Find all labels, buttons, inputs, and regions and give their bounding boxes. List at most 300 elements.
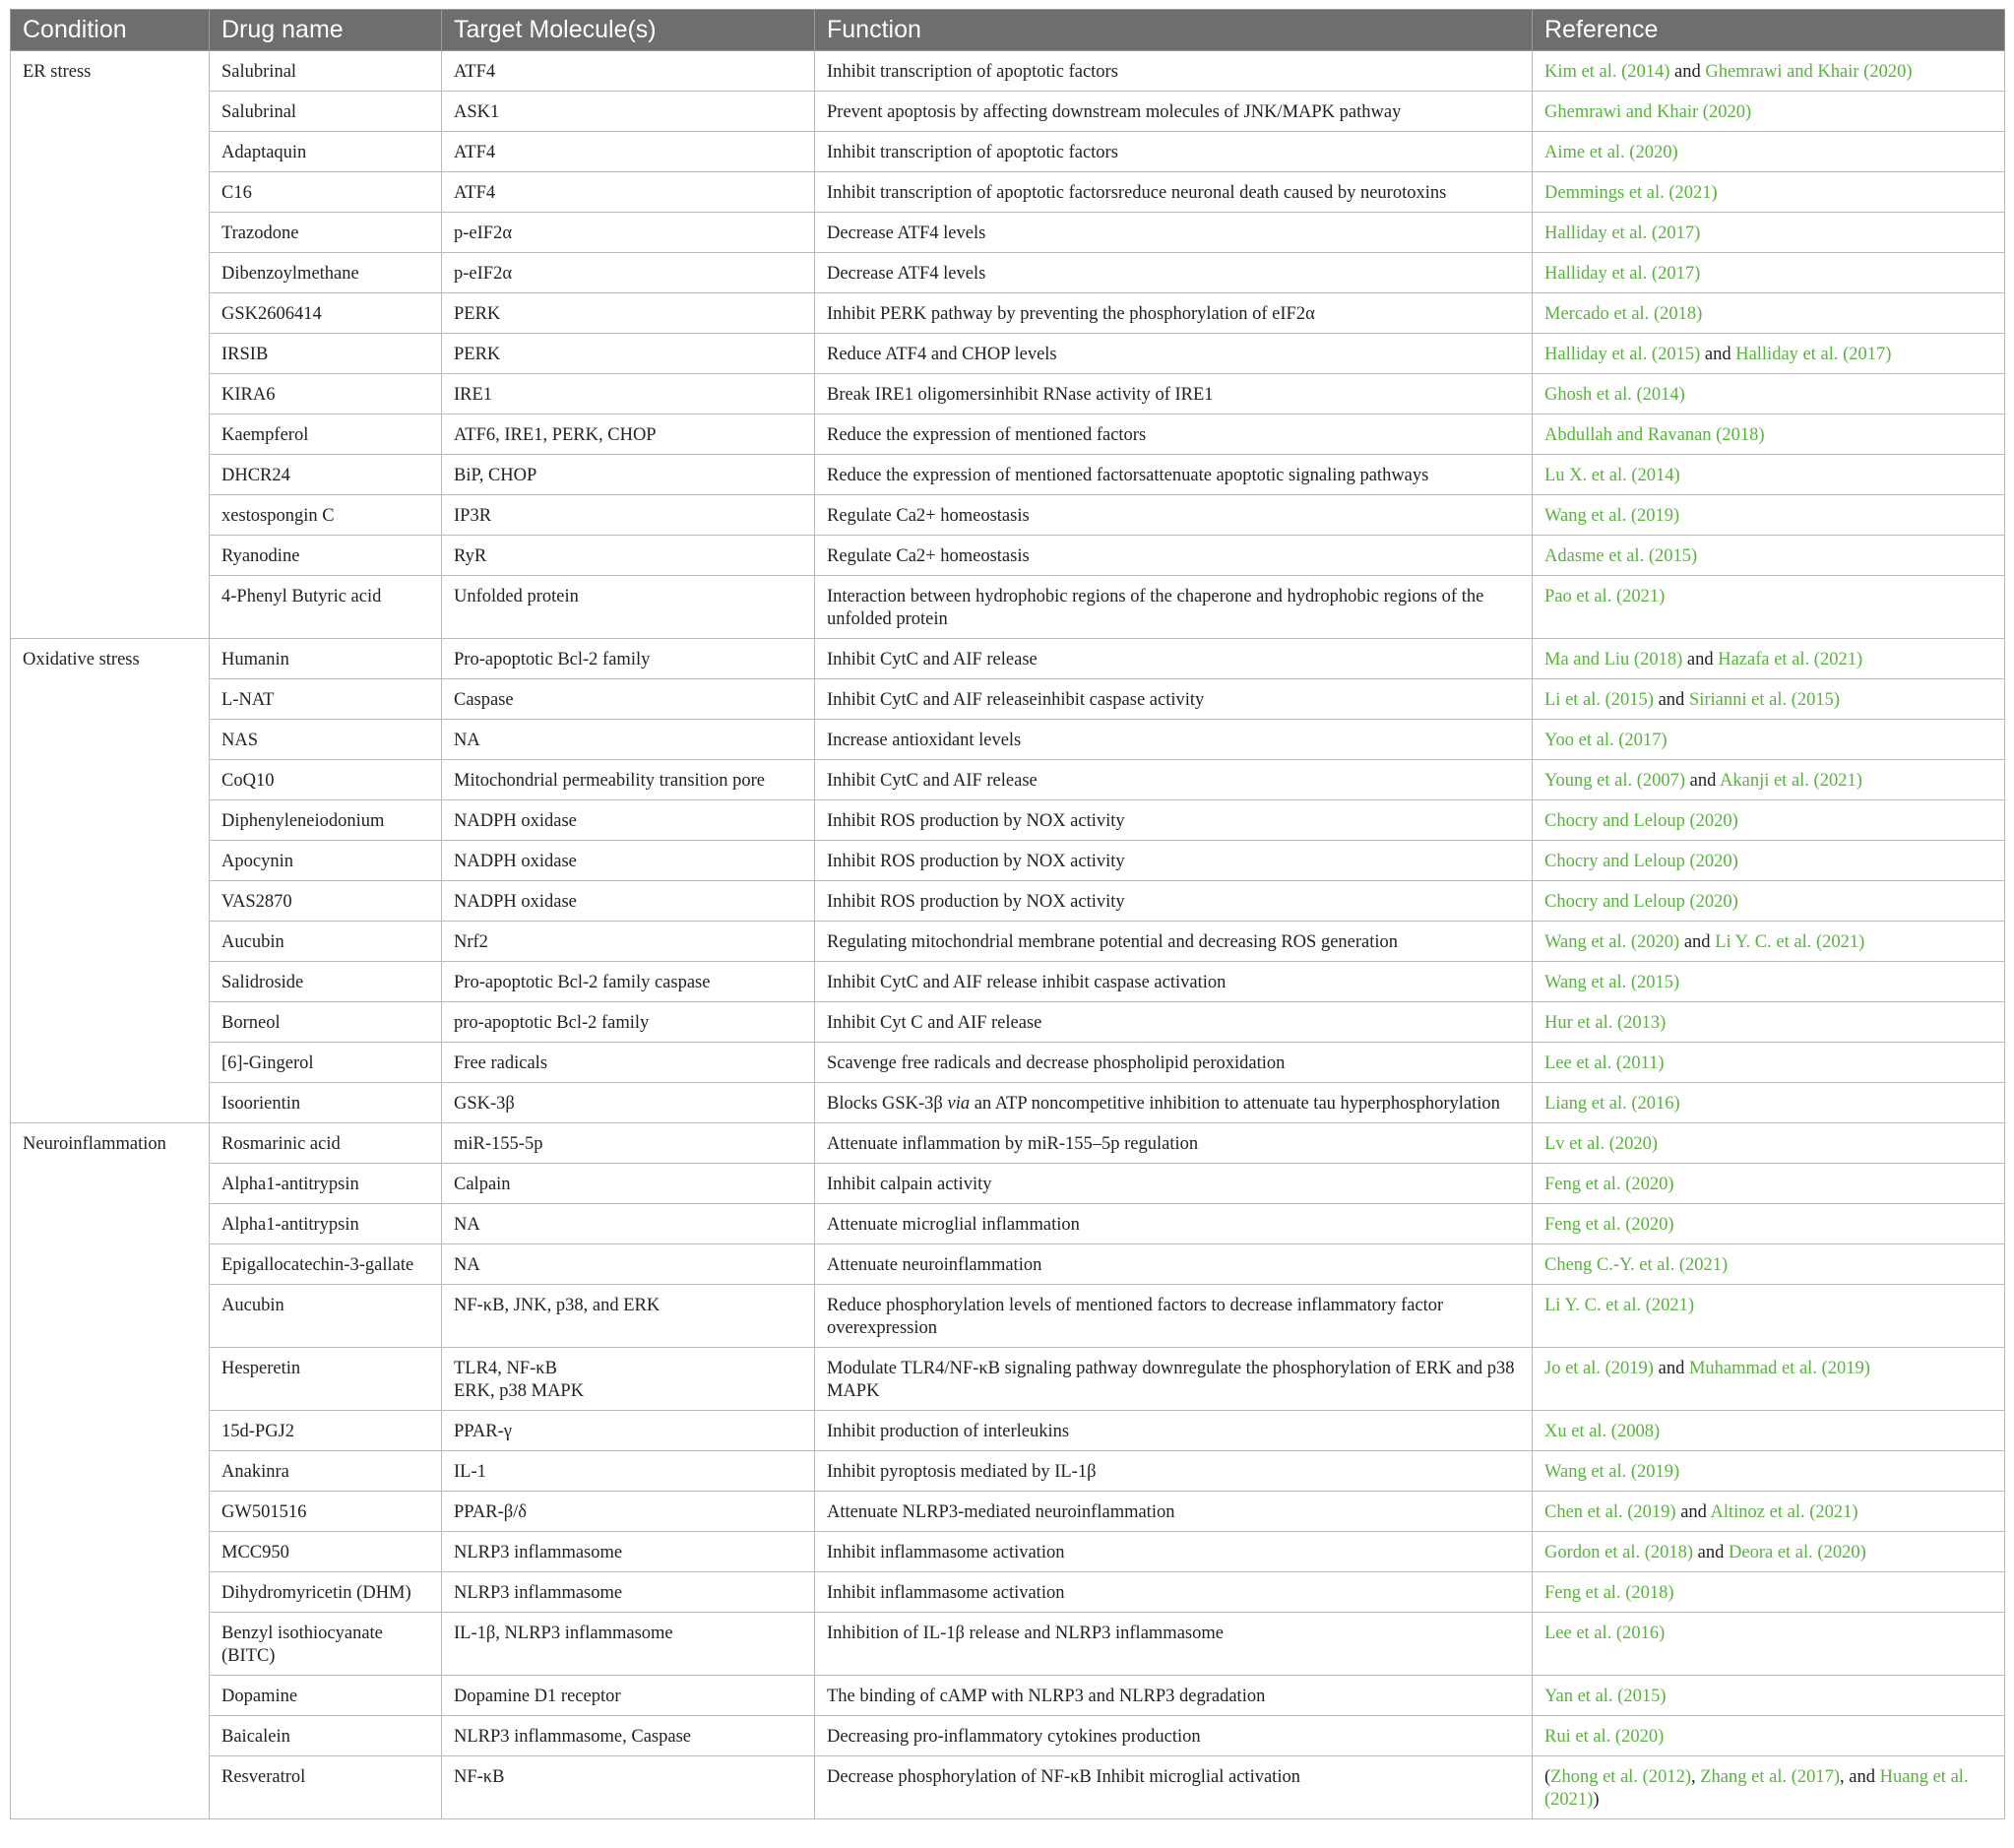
condition-cell: [11, 253, 210, 293]
reference-link[interactable]: Lee et al. (2016): [1544, 1624, 1666, 1643]
reference-link[interactable]: Halliday et al. (2017): [1735, 345, 1892, 364]
reference-cell: [1533, 720, 2005, 760]
reference-cell: [1533, 1083, 2005, 1123]
table-row: [11, 720, 2005, 760]
reference-link[interactable]: Demmings et al. (2021): [1544, 183, 1718, 203]
reference-text: and: [1693, 1543, 1730, 1562]
target-cell: IL-1: [442, 1451, 815, 1492]
condition-cell: [11, 1244, 210, 1285]
table-row: [11, 760, 2005, 800]
drug-name-cell: Dihydromyricetin (DHM): [210, 1572, 442, 1613]
function-cell: Inhibit transcription of apoptotic factorsreduce neuronal death caused by neurotoxins: [815, 172, 1533, 213]
table-row: [11, 172, 2005, 213]
reference-cell: [1533, 760, 2005, 800]
reference-text: and: [1700, 345, 1736, 364]
target-cell: RyR: [442, 536, 815, 576]
target-cell: PERK: [442, 293, 815, 334]
reference-cell: [1533, 1451, 2005, 1492]
table-row: [11, 1123, 2005, 1164]
table-row: [11, 576, 2005, 639]
reference-cell: [1533, 639, 2005, 679]
condition-cell: [11, 1716, 210, 1756]
reference-link[interactable]: Yoo et al. (2017): [1544, 731, 1668, 750]
condition-cell: [11, 1613, 210, 1676]
condition-cell: [11, 1204, 210, 1244]
function-cell: Inhibit transcription of apoptotic factors: [815, 51, 1533, 92]
table-row: [11, 1411, 2005, 1451]
drug-table: [10, 9, 2005, 1819]
function-cell: Inhibit pyroptosis mediated by IL-1β: [815, 1451, 1533, 1492]
function-cell: Interaction between hydrophobic regions of the chaperone and hydrophobic regions of the unfolded protein: [815, 576, 1533, 639]
reference-link[interactable]: Adasme et al. (2015): [1544, 546, 1698, 566]
reference-text: ): [1593, 1790, 1600, 1810]
reference-link[interactable]: Ghosh et al. (2014): [1544, 385, 1685, 405]
target-cell: ATF4: [442, 51, 815, 92]
function-cell: Reduce phosphorylation levels of mentioned factors to decrease inflammatory factor overexpression: [815, 1285, 1533, 1348]
function-cell: Inhibit Cyt C and AIF release: [815, 1002, 1533, 1043]
reference-cell: [1533, 1204, 2005, 1244]
target-cell: ATF4: [442, 132, 815, 172]
drug-name-cell: Alpha1-antitrypsin: [210, 1204, 442, 1244]
reference-link[interactable]: Gordon et al. (2018): [1544, 1543, 1694, 1562]
reference-cell: [1533, 1002, 2005, 1043]
function-cell: Break IRE1 oligomersinhibit RNase activity of IRE1: [815, 374, 1533, 414]
function-cell: Inhibit CytC and AIF releaseinhibit caspase activity: [815, 679, 1533, 720]
table-row: [11, 495, 2005, 536]
table-row: [11, 374, 2005, 414]
condition-cell: [11, 1043, 210, 1083]
function-cell: Reduce the expression of mentioned factors: [815, 414, 1533, 455]
table-row: [11, 1285, 2005, 1348]
condition-cell: [11, 881, 210, 922]
target-cell: p-eIF2α: [442, 213, 815, 253]
reference-cell: [1533, 1348, 2005, 1411]
condition-cell: [11, 374, 210, 414]
table-row: [11, 881, 2005, 922]
condition-cell: [11, 132, 210, 172]
target-cell: NADPH oxidase: [442, 841, 815, 881]
reference-cell: [1533, 1164, 2005, 1204]
reference-link[interactable]: Akanji et al. (2021): [1720, 771, 1862, 791]
reference-link[interactable]: Lv et al. (2020): [1544, 1134, 1659, 1154]
table-row: [11, 922, 2005, 962]
drug-name-cell: Benzyl isothiocyanate (BITC): [210, 1613, 442, 1676]
reference-text: and: [1653, 1359, 1689, 1378]
function-cell: Inhibit PERK pathway by preventing the phosphorylation of eIF2α: [815, 293, 1533, 334]
reference-link[interactable]: Feng et al. (2018): [1544, 1583, 1674, 1603]
reference-link[interactable]: Wang et al. (2019): [1544, 506, 1680, 526]
target-cell: ATF6, IRE1, PERK, CHOP: [442, 414, 815, 455]
target-cell: IP3R: [442, 495, 815, 536]
reference-link[interactable]: Huang et al. (2021): [1544, 1767, 1969, 1810]
function-cell: Inhibit CytC and AIF release: [815, 639, 1533, 679]
drug-name-cell: Anakinra: [210, 1451, 442, 1492]
reference-cell: [1533, 922, 2005, 962]
reference-cell: [1533, 1756, 2005, 1819]
reference-link[interactable]: Wang et al. (2015): [1544, 973, 1680, 992]
reference-link[interactable]: Lee et al. (2011): [1544, 1053, 1665, 1073]
table-row: [11, 536, 2005, 576]
reference-text: and: [1669, 62, 1706, 82]
target-cell: NLRP3 inflammasome: [442, 1572, 815, 1613]
target-cell: NLRP3 inflammasome: [442, 1532, 815, 1572]
drug-name-cell: Aucubin: [210, 1285, 442, 1348]
reference-text: and: [1653, 690, 1689, 710]
reference-cell: [1533, 576, 2005, 639]
reference-cell: [1533, 172, 2005, 213]
reference-link[interactable]: Muhammad et al. (2019): [1688, 1359, 1870, 1378]
reference-cell: [1533, 293, 2005, 334]
table-row: [11, 455, 2005, 495]
reference-link[interactable]: Xu et al. (2008): [1544, 1422, 1661, 1441]
drug-name-cell: Rosmarinic acid: [210, 1123, 442, 1164]
reference-link[interactable]: Cheng C.-Y. et al. (2021): [1544, 1255, 1729, 1275]
reference-cell: [1533, 1716, 2005, 1756]
drug-name-cell: MCC950: [210, 1532, 442, 1572]
drug-name-cell: Diphenyleneiodonium: [210, 800, 442, 841]
target-cell: Free radicals: [442, 1043, 815, 1083]
target-cell: NA: [442, 720, 815, 760]
reference-link[interactable]: Feng et al. (2020): [1544, 1215, 1674, 1235]
table-row: [11, 293, 2005, 334]
table-row: [11, 1451, 2005, 1492]
reference-cell: [1533, 495, 2005, 536]
condition-cell: [11, 1492, 210, 1532]
target-cell: Caspase: [442, 679, 815, 720]
table-row: [11, 1756, 2005, 1819]
reference-text: ,: [1691, 1767, 1701, 1787]
function-cell: Decrease ATF4 levels: [815, 253, 1533, 293]
condition-cell: Neuroinflammation: [11, 1123, 210, 1164]
condition-cell: [11, 1451, 210, 1492]
condition-cell: [11, 1756, 210, 1819]
reference-cell: [1533, 51, 2005, 92]
reference-cell: [1533, 800, 2005, 841]
reference-cell: [1533, 455, 2005, 495]
header-drug-name: Drug name: [210, 10, 442, 51]
table-row: [11, 1572, 2005, 1613]
target-cell: PERK: [442, 334, 815, 374]
condition-cell: [11, 1572, 210, 1613]
condition-cell: [11, 1411, 210, 1451]
table-row: [11, 679, 2005, 720]
condition-cell: [11, 679, 210, 720]
table-row: [11, 800, 2005, 841]
condition-cell: [11, 1083, 210, 1123]
reference-link[interactable]: Wang et al. (2019): [1544, 1462, 1680, 1482]
target-cell: Pro-apoptotic Bcl-2 family caspase: [442, 962, 815, 1002]
drug-name-cell: xestospongin C: [210, 495, 442, 536]
condition-cell: [11, 1285, 210, 1348]
target-cell: Pro-apoptotic Bcl-2 family: [442, 639, 815, 679]
condition-cell: [11, 1348, 210, 1411]
drug-name-cell: Salubrinal: [210, 51, 442, 92]
reference-cell: [1533, 536, 2005, 576]
target-cell: TLR4, NF-κB ERK, p38 MAPK: [442, 1348, 815, 1411]
reference-link[interactable]: Chocry and Leloup (2020): [1544, 811, 1738, 831]
reference-link[interactable]: Altinoz et al. (2021): [1710, 1502, 1858, 1522]
function-cell: Attenuate microglial inflammation: [815, 1204, 1533, 1244]
table-row: [11, 1164, 2005, 1204]
reference-link[interactable]: Rui et al. (2020): [1544, 1727, 1665, 1747]
condition-cell: [11, 1002, 210, 1043]
reference-link[interactable]: Kim et al. (2014): [1544, 62, 1670, 82]
reference-link[interactable]: Wang et al. (2020): [1544, 932, 1680, 952]
target-cell: NLRP3 inflammasome, Caspase: [442, 1716, 815, 1756]
function-cell: Inhibit calpain activity: [815, 1164, 1533, 1204]
reference-link[interactable]: Halliday et al. (2017): [1544, 223, 1701, 243]
function-cell: Modulate TLR4/NF-κB signaling pathway downregulate the phosphorylation of ERK and p38 MAPK: [815, 1348, 1533, 1411]
reference-text: and: [1675, 1502, 1711, 1522]
reference-cell: [1533, 881, 2005, 922]
function-cell: Blocks GSK-3β via an ATP noncompetitive inhibition to attenuate tau hyperphosphorylation: [815, 1083, 1533, 1123]
reference-link[interactable]: Ghemrawi and Khair (2020): [1544, 102, 1752, 122]
target-cell: Nrf2: [442, 922, 815, 962]
condition-cell: [11, 962, 210, 1002]
drug-name-cell: Apocynin: [210, 841, 442, 881]
reference-link[interactable]: Chocry and Leloup (2020): [1544, 892, 1738, 912]
reference-link[interactable]: Li Y. C. et al. (2021): [1544, 1296, 1695, 1315]
table-row: [11, 414, 2005, 455]
reference-link[interactable]: Jo et al. (2019): [1544, 1359, 1654, 1378]
reference-cell: [1533, 253, 2005, 293]
table-row: [11, 1002, 2005, 1043]
drug-name-cell: VAS2870: [210, 881, 442, 922]
condition-cell: Oxidative stress: [11, 639, 210, 679]
target-cell: Mitochondrial permeability transition pore: [442, 760, 815, 800]
drug-name-cell: Trazodone: [210, 213, 442, 253]
drug-name-cell: L-NAT: [210, 679, 442, 720]
function-cell: Inhibit ROS production by NOX activity: [815, 881, 1533, 922]
function-cell: Inhibition of IL-1β release and NLRP3 inflammasome: [815, 1613, 1533, 1676]
reference-link[interactable]: Deora et al. (2020): [1729, 1543, 1866, 1562]
reference-cell: [1533, 132, 2005, 172]
reference-link[interactable]: Zhong et al. (2012): [1550, 1767, 1691, 1787]
table-row: [11, 92, 2005, 132]
drug-name-cell: Dopamine: [210, 1676, 442, 1716]
reference-link[interactable]: Li et al. (2015): [1544, 690, 1654, 710]
drug-name-cell: KIRA6: [210, 374, 442, 414]
drug-name-cell: Humanin: [210, 639, 442, 679]
drug-name-cell: Borneol: [210, 1002, 442, 1043]
reference-cell: [1533, 1676, 2005, 1716]
function-cell: Reduce the expression of mentioned factorsattenuate apoptotic signaling pathways: [815, 455, 1533, 495]
reference-cell: [1533, 962, 2005, 1002]
reference-link[interactable]: Halliday et al. (2017): [1544, 264, 1701, 284]
condition-cell: [11, 1532, 210, 1572]
reference-link[interactable]: Liang et al. (2016): [1544, 1094, 1680, 1114]
target-cell: NF-κB, JNK, p38, and ERK: [442, 1285, 815, 1348]
function-cell: The binding of cAMP with NLRP3 and NLRP3 degradation: [815, 1676, 1533, 1716]
reference-link[interactable]: Yan et al. (2015): [1544, 1687, 1667, 1706]
reference-cell: [1533, 679, 2005, 720]
target-cell: NF-κB: [442, 1756, 815, 1819]
table-header-row: [11, 10, 2005, 51]
reference-link[interactable]: Sirianni et al. (2015): [1688, 690, 1841, 710]
table-row: [11, 639, 2005, 679]
reference-link[interactable]: Lu X. et al. (2014): [1544, 466, 1680, 485]
reference-cell: [1533, 334, 2005, 374]
reference-cell: [1533, 1244, 2005, 1285]
drug-name-cell: Dibenzoylmethane: [210, 253, 442, 293]
reference-link[interactable]: Mercado et al. (2018): [1544, 304, 1703, 324]
reference-cell: [1533, 213, 2005, 253]
function-cell: Inhibit ROS production by NOX activity: [815, 800, 1533, 841]
reference-cell: [1533, 374, 2005, 414]
function-cell: Attenuate neuroinflammation: [815, 1244, 1533, 1285]
table-row: [11, 962, 2005, 1002]
table-row: [11, 1492, 2005, 1532]
reference-link[interactable]: Hazafa et al. (2021): [1718, 650, 1863, 669]
target-cell: BiP, CHOP: [442, 455, 815, 495]
condition-cell: [11, 576, 210, 639]
condition-cell: [11, 414, 210, 455]
drug-name-cell: Alpha1-antitrypsin: [210, 1164, 442, 1204]
target-cell: GSK-3β: [442, 1083, 815, 1123]
target-cell: Calpain: [442, 1164, 815, 1204]
drug-name-cell: GW501516: [210, 1492, 442, 1532]
condition-cell: [11, 922, 210, 962]
drug-name-cell: Aucubin: [210, 922, 442, 962]
target-cell: miR-155-5p: [442, 1123, 815, 1164]
target-cell: ASK1: [442, 92, 815, 132]
table-row: [11, 1083, 2005, 1123]
condition-cell: [11, 495, 210, 536]
drug-name-cell: Adaptaquin: [210, 132, 442, 172]
target-cell: IRE1: [442, 374, 815, 414]
target-cell: Dopamine D1 receptor: [442, 1676, 815, 1716]
condition-cell: [11, 293, 210, 334]
function-cell: Attenuate NLRP3-mediated neuroinflammation: [815, 1492, 1533, 1532]
reference-link[interactable]: Young et al. (2007): [1544, 771, 1686, 791]
header-condition: Condition: [11, 10, 210, 51]
drug-name-cell: Hesperetin: [210, 1348, 442, 1411]
target-cell: IL-1β, NLRP3 inflammasome: [442, 1613, 815, 1676]
condition-cell: [11, 536, 210, 576]
table-row: [11, 1676, 2005, 1716]
reference-text: (: [1544, 1767, 1551, 1787]
reference-cell: [1533, 1411, 2005, 1451]
reference-link[interactable]: Ma and Liu (2018): [1544, 650, 1683, 669]
table-row: [11, 1244, 2005, 1285]
function-cell: Decrease phosphorylation of NF-κB Inhibit microglial activation: [815, 1756, 1533, 1819]
reference-link[interactable]: Pao et al. (2021): [1544, 587, 1666, 606]
reference-link[interactable]: Zhang et al. (2017): [1700, 1767, 1841, 1787]
function-cell: Inhibit production of interleukins: [815, 1411, 1533, 1451]
function-cell: Regulate Ca2+ homeostasis: [815, 536, 1533, 576]
drug-name-cell: IRSIB: [210, 334, 442, 374]
condition-cell: [11, 92, 210, 132]
function-cell: Prevent apoptosis by affecting downstream molecules of JNK/MAPK pathway: [815, 92, 1533, 132]
reference-link[interactable]: Ghemrawi and Khair (2020): [1705, 62, 1913, 82]
table-row: [11, 213, 2005, 253]
reference-cell: [1533, 1492, 2005, 1532]
table-row: [11, 51, 2005, 92]
reference-cell: [1533, 92, 2005, 132]
reference-link[interactable]: Chocry and Leloup (2020): [1544, 852, 1738, 871]
table-row: [11, 1613, 2005, 1676]
condition-cell: [11, 841, 210, 881]
function-cell: Attenuate inflammation by miR-155–5p regulation: [815, 1123, 1533, 1164]
table-row: [11, 132, 2005, 172]
table-row: [11, 1716, 2005, 1756]
drug-name-cell: Resveratrol: [210, 1756, 442, 1819]
reference-link[interactable]: Feng et al. (2020): [1544, 1175, 1674, 1194]
header-target-molecules: Target Molecule(s): [442, 10, 815, 51]
reference-link[interactable]: Hur et al. (2013): [1544, 1013, 1667, 1033]
drug-name-cell: Epigallocatechin-3-gallate: [210, 1244, 442, 1285]
function-cell: Inhibit inflammasome activation: [815, 1572, 1533, 1613]
table-row: [11, 334, 2005, 374]
reference-link[interactable]: Li Y. C. et al. (2021): [1715, 932, 1865, 952]
reference-link[interactable]: Abdullah and Ravanan (2018): [1544, 425, 1765, 445]
target-cell: p-eIF2α: [442, 253, 815, 293]
condition-cell: [11, 213, 210, 253]
target-cell: NA: [442, 1244, 815, 1285]
function-cell: Increase antioxidant levels: [815, 720, 1533, 760]
reference-text: and: [1679, 932, 1716, 952]
function-cell: Inhibit CytC and AIF release inhibit caspase activation: [815, 962, 1533, 1002]
condition-cell: [11, 800, 210, 841]
target-cell: NA: [442, 1204, 815, 1244]
target-cell: PPAR-β/δ: [442, 1492, 815, 1532]
target-cell: Unfolded protein: [442, 576, 815, 639]
table-body: [11, 51, 2005, 1819]
drug-name-cell: [6]-Gingerol: [210, 1043, 442, 1083]
drug-name-cell: 15d-PGJ2: [210, 1411, 442, 1451]
drug-name-cell: Ryanodine: [210, 536, 442, 576]
drug-name-cell: C16: [210, 172, 442, 213]
reference-text: and: [1685, 771, 1720, 791]
table-row: [11, 1348, 2005, 1411]
table-row: [11, 253, 2005, 293]
header-function: Function: [815, 10, 1533, 51]
table-row: [11, 1043, 2005, 1083]
target-cell: NADPH oxidase: [442, 800, 815, 841]
reference-cell: [1533, 1532, 2005, 1572]
reference-cell: [1533, 414, 2005, 455]
reference-cell: [1533, 1043, 2005, 1083]
reference-link[interactable]: Aime et al. (2020): [1544, 143, 1678, 162]
drug-name-cell: 4-Phenyl Butyric acid: [210, 576, 442, 639]
reference-cell: [1533, 841, 2005, 881]
function-cell: Scavenge free radicals and decrease phospholipid peroxidation: [815, 1043, 1533, 1083]
target-cell: pro-apoptotic Bcl-2 family: [442, 1002, 815, 1043]
function-cell: Regulate Ca2+ homeostasis: [815, 495, 1533, 536]
target-cell: PPAR-γ: [442, 1411, 815, 1451]
drug-name-cell: DHCR24: [210, 455, 442, 495]
reference-link[interactable]: Chen et al. (2019): [1544, 1502, 1676, 1522]
function-cell: Reduce ATF4 and CHOP levels: [815, 334, 1533, 374]
function-cell: Inhibit ROS production by NOX activity: [815, 841, 1533, 881]
table-row: [11, 1532, 2005, 1572]
drug-name-cell: GSK2606414: [210, 293, 442, 334]
reference-link[interactable]: Halliday et al. (2015): [1544, 345, 1701, 364]
function-cell: Inhibit CytC and AIF release: [815, 760, 1533, 800]
condition-cell: ER stress: [11, 51, 210, 92]
condition-cell: [11, 334, 210, 374]
table-row: [11, 1204, 2005, 1244]
drug-name-cell: Baicalein: [210, 1716, 442, 1756]
target-cell: NADPH oxidase: [442, 881, 815, 922]
condition-cell: [11, 760, 210, 800]
drug-name-cell: NAS: [210, 720, 442, 760]
reference-text: and: [1682, 650, 1719, 669]
header-reference: Reference: [1533, 10, 2005, 51]
condition-cell: [11, 1676, 210, 1716]
drug-name-cell: Salidroside: [210, 962, 442, 1002]
function-cell: Inhibit transcription of apoptotic factors: [815, 132, 1533, 172]
